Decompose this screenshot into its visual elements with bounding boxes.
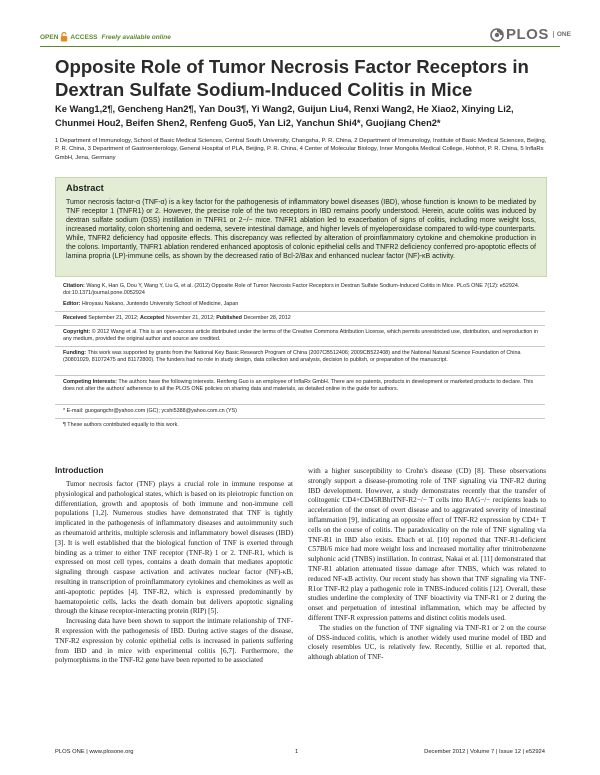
introduction-heading: Introduction [55, 465, 104, 475]
logo-subtext: ONE [553, 31, 571, 38]
abstract-box [55, 177, 547, 277]
author-list: Ke Wang1,2¶, Gencheng Han2¶, Yan Dou3¶, Yi Wang2, Guijun Liu4, Renxi Wang2, He Xiao2, Xinying Li2, Chunmei Hou2, Beifen Shen2, Renfeng Guo5, Yan Li2, Yanchun Shi4*, Guojiang Chen2* [55, 104, 514, 128]
received-label: Received [63, 315, 87, 321]
published-label: Published [216, 315, 242, 321]
copyright-text: © 2012 Wang et al. This is an open-access article distributed under the terms of the Creative Commons Attribution License, which permits unrestricted use, distribution, and reproduction in any medium, provided the original author and source are credited. [63, 329, 538, 343]
page-number: 1 [295, 749, 299, 755]
meta-divider [55, 404, 545, 405]
copyright-block [63, 329, 543, 343]
competing-interests-block [63, 379, 543, 393]
intro-paragraph: Tumor necrosis factor (TNF) plays a crucial role in immune response at physiological and pathological states, which is based on its pleiotropic function on differentiation, growth and apoptosis of both immune and non-immune cell populations [1,2]. Numerous studies have demonstrated that TNF is tightly implicated in the pathogenesis of inflammatory diseases and autoimmunity such as rheumatoid arthritis, multiple sclerosis and inflammatory bowel diseases (IBD) [3]. It is well established that the biological function of TNF is exerted through binding as a trimer to either TNF receptor (TNF-R) 1 or 2. TNF-R1, which is expressed on most cell types, contains a death domain that mediates apoptotic signaling through caspase activation and activates nuclear factor (NF)-κB, resulting in transcription of proinflammatory cytokines and chemokines as well as anti-apoptotic peptides [4]. TNF-R2, which is expressed predominantly by haematopoietic cells, lacks the death domain but delivers apoptotic signaling through the kinase receptor-interacting protein (RIP) [5]. [55, 480, 293, 616]
open-lock-icon [60, 32, 68, 42]
plos-logo-icon [490, 28, 504, 42]
open-access-label: OPEN [40, 33, 59, 41]
intro-paragraph: with a higher susceptibility to Crohn's disease (CD) [8]. These observations strongly support a disease-promoting role of TNF signaling via TNF-R2 during IBD development. However, a study demonstrates recently that the transfer of colitogenic CD4+CD45RBhiTNF-R2−/− T cells into RAG−/− recipients leads to acceleration of the onset of overt disease and to aggravated severity of intestinal inflammation [9], indicating an opposite effect of TNF-R2 expression by CD4+ T cells on the course of colitis. The paradoxicality on the role of TNF signaling via TNF-R1 in IBD also exists. Ebach et al. [10] reported that TNF-R1-deficient C57Bl/6 mice had more weight loss and increased mortality after trinitrobenzene sulphonic acid (TNBS) instillation. In contrast, Nakai et al. [11] demonstrated that TNF-R1 ablation attenuated tissue damage after TNBS, which was related to reduced NF-κB activity. Our recent study has shown that TNF signaling via TNF-R1or TNF-R2 play a pathogenic role in TNBS-induced colitis [12]. Overall, these studies underline the complexity of TNF bioactivity via TNF-R1 or 2 during the onset and perpetuation of intestinal inflammation, which may be affected by different TNF-R expression patterns and distinct colitis models used. [308, 467, 546, 622]
email-line: * E-mail: guogangchr@yahoo.com (GC); ycshi5388@yahoo.com.cn (YS) [63, 408, 237, 414]
funding-text: This work was supported by grants from the National Key Basic Research Program of China (2007CB512406; 2009CB522408) and the National Natural Science Foundation of China (30801029, 81072475 and 81172800). The funders had no role in study design, data collection and analysis, decision to publish, or preparation of the manuscript. [63, 350, 521, 364]
accepted-date: November 21, 2012; [165, 315, 215, 321]
abstract-heading: Abstract [66, 183, 104, 193]
editor-label: Editor: [63, 301, 81, 307]
received-date: September 21, 2012; [88, 315, 139, 321]
dates-block [63, 315, 543, 322]
meta-divider [55, 418, 545, 419]
open-access-label-2: ACCESS [70, 33, 98, 41]
left-column [55, 480, 293, 666]
competing-text: The authors have the following interests. Renfeng Guo is an employee of InflaRx GmbH. There are no patents, products in development or marketed products to declare. This does not alter the authors' adherence to all the PLOS ONE policies on sharing data and materials, as detailed online in the guide for authors. [63, 379, 534, 393]
header-divider [40, 46, 560, 47]
equal-contribution-note: ¶ These authors contributed equally to this work. [63, 422, 179, 428]
journal-logo [490, 26, 571, 43]
funding-block [63, 350, 543, 364]
citation-label: Citation: [63, 283, 85, 289]
right-column [308, 467, 546, 663]
intro-paragraph: The studies on the function of TNF signaling via TNF-R1 or 2 on the course of DSS-induced colitis, which is another widely used murine model of IBD and closely resembles UC, is relatively few. Recently, Stillie et al. reported that, although ablation of TNF- [308, 623, 546, 662]
citation-block [63, 283, 543, 297]
meta-divider [55, 311, 545, 312]
meta-divider [55, 346, 545, 347]
copyright-label: Copyright: [63, 329, 91, 335]
funding-label: Funding: [63, 350, 87, 356]
citation-text: Wang K, Han G, Dou Y, Wang Y, Liu G, et al. (2012) Opposite Role of Tumor Necrosis Factor Receptors in Dextran Sulfate Sodium-Induced Colitis in Mice. PLoS ONE 7(12): e52924. doi:10.1371/journal.pone.0052924 [63, 283, 520, 297]
footer-issue: December 2012 | Volume 7 | Issue 12 | e52924 [424, 749, 545, 755]
meta-divider [55, 375, 545, 376]
open-access-banner [40, 32, 171, 42]
accepted-label: Accepted [140, 315, 165, 321]
meta-divider [55, 325, 545, 326]
article-title: Opposite Role of Tumor Necrosis Factor Receptors in Dextran Sulfate Sodium-Induced Colitis in Mice [55, 56, 529, 100]
published-date: December 28, 2012 [243, 315, 291, 321]
footer-journal: PLOS ONE | www.plosone.org [55, 749, 134, 755]
editor-text: Hiroyasu Nakano, Juntendo University School of Medicine, Japan [81, 301, 239, 307]
open-access-subtitle: Freely available online [101, 33, 171, 41]
editor-block [63, 301, 543, 308]
logo-text: PLOS [506, 26, 549, 43]
page-header [0, 0, 600, 46]
abstract-text: Tumor necrosis factor-α (TNF-α) is a key factor for the pathogenesis of inflammatory bowel diseases (IBD), whose function is known to be mediated by TNF receptor 1 (TNFR1) or 2. However, the precise role of the two receptors in IBD remains poorly understood. Herein, acute colitis was induced by dextran sulfate sodium (DSS) instillation in TNFR1 or 2−/− mice. TNFR1 ablation led to exacerbation of signs of colitis, including more weight loss, increased mortality, colon shortening and oedema, severe intestinal damage, and higher levels of myeloperoxidase compared to wild-type counterparts. While, TNFR2 deficiency had opposite effects. This discrepancy was reflected by alteration of proinflammatory cytokine and chemokine production in the colons. Importantly, TNFR1 ablation rendered enhanced apoptosis of colonic epithelial cells and TNFR2 deficiency conferred pro-apoptotic effects of lamina propria (LP)-immune cells, as shown by the decreased ratio of Bcl-2/Bax and enhanced nuclear factor (NF)-κB activity. [66, 199, 536, 260]
competing-label: Competing Interests: [63, 379, 117, 385]
affiliations: 1 Department of Immunology, School of Basic Medical Sciences, Central South University, Changsha, P. R. China, 2 Department of Immunology, Institute of Basic Medical Sciences, Beijing, P. R. China, 3 Department of Gastroenterology, General Hospital of PLA, Beijing, P. R. China, 4 Center of Molecular Biology, Inner Mongolia Medical College, Hohhot, P. R. China, 5 InflaRx GmbH, Jena, Germany [55, 138, 547, 161]
intro-paragraph: Increasing data have been shown to support the intimate relationship of TNF-R expression with the pathogenesis of IBD. During active stages of the disease, TNF-R2 expression by colonic epithelial cells is increased in patients suffering from IBD and in mice with experimental colitis [6,7]. Furthermore, the polymorphisms in the TNF-R2 gene have been reported to be associated [55, 617, 293, 665]
